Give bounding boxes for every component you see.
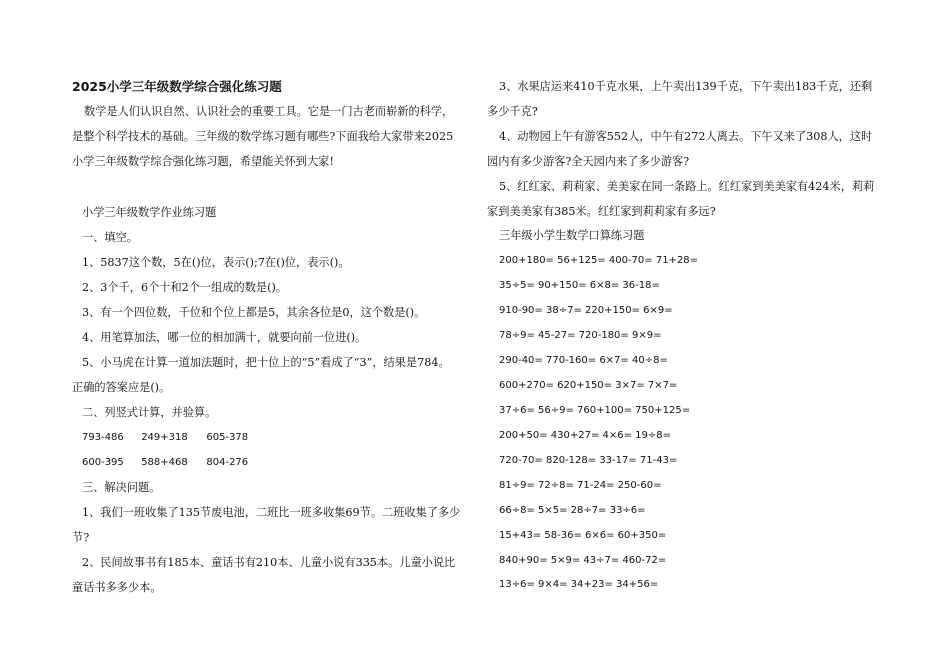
vertical-calc-item: 605-378 [206, 432, 249, 443]
part3-q3-line1: 3、水果店运来410千克水果，上午卖出139千克，下午卖出183千克，还剩 [499, 80, 873, 93]
oral-calc-row: 37÷6= 56÷9= 760+100= 750+125= [499, 405, 691, 416]
oral-calc-row: 15+43= 58-36= 6×6= 60+350= [499, 530, 667, 541]
oral-calc-row: 200+50= 430+27= 4×6= 19÷8= [499, 430, 672, 441]
part1-q5-line1: 5、小马虎在计算一道加法题时，把十位上的“5”看成了“3”，结果是784。 [82, 356, 450, 369]
vertical-calc-row-2 [82, 456, 248, 470]
part3-q1-line2: 节? [72, 531, 90, 544]
oral-calc-row: 910-90= 38÷7= 220+150= 6×9= [499, 305, 673, 316]
section-title: 小学三年级数学作业练习题 [82, 206, 217, 219]
right-column [487, 0, 887, 672]
part3-q5-line1: 5、红红家、莉莉家、美美家在同一条路上。红红家到美美家有424米，莉莉 [499, 180, 875, 193]
oral-calc-row: 200+180= 56+125= 400-70= 71+28= [499, 255, 699, 266]
part1-q1: 1、5837这个数，5在()位，表示();7在()位，表示()。 [82, 256, 350, 269]
oral-calc-row: 78÷9= 45-27= 720-180= 9×9= [499, 330, 662, 341]
part2-heading: 二、列竖式计算，并验算。 [82, 406, 217, 419]
part3-q4-line1: 4、动物园上午有游客552人，中午有272人离去。下午又来了308人，这时 [499, 130, 873, 143]
vertical-calc-item: 249+318 [141, 432, 188, 443]
part3-q2-line2: 童话书多多少本。 [72, 581, 162, 594]
vertical-calc-row-1 [82, 431, 248, 445]
oral-calc-row: 720-70= 820-128= 33-17= 71-43= [499, 455, 678, 466]
part1-q5-line2: 正确的答案应是()。 [72, 381, 171, 394]
part1-heading: 一、填空。 [82, 231, 138, 244]
left-column [72, 0, 472, 672]
part1-q4: 4、用笔算加法，哪一位的相加满十，就要向前一位进()。 [82, 331, 367, 344]
vertical-calc-item: 588+468 [141, 457, 188, 468]
oral-calc-title: 三年级小学生数学口算练习题 [499, 229, 645, 242]
oral-calc-row: 840+90= 5×9= 43÷7= 460-72= [499, 555, 667, 566]
oral-calc-row: 35÷5= 90+150= 6×8= 36-18= [499, 280, 660, 291]
intro-line-2: 是整个科学技术的基础。三年级的数学练习题有哪些?下面我给大家带来2025 [72, 130, 454, 143]
part3-q3-line2: 多少千克? [487, 105, 538, 118]
intro-line-1: 数学是人们认识自然、认识社会的重要工具。它是一门古老而崭新的科学， [84, 105, 454, 118]
part1-q3: 3、有一个四位数，千位和个位上都是5，其余各位是0，这个数是()。 [82, 306, 426, 319]
vertical-calc-item: 793-486 [82, 432, 124, 443]
oral-calc-row: 13÷6= 9×4= 34+23= 34+56= [499, 579, 659, 590]
part1-q2: 2、3个千，6个十和2个一组成的数是()。 [82, 281, 288, 294]
oral-calc-row: 66÷8= 5×5= 28÷7= 33÷6= [499, 505, 646, 516]
part3-q4-line2: 园内有多少游客?全天园内来了多少游客? [487, 155, 690, 168]
oral-calc-row: 290-40= 770-160= 6×7= 40÷8= [499, 355, 668, 366]
intro-line-3: 小学三年级数学综合强化练习题，希望能关怀到大家! [72, 155, 334, 168]
oral-calc-row: 600+270= 620+150= 3×7= 7×7= [499, 380, 678, 391]
vertical-calc-item: 804-276 [206, 457, 249, 468]
part3-heading: 三、解决问题。 [82, 481, 161, 494]
document-title: 2025小学三年级数学综合强化练习题 [72, 79, 282, 94]
part3-q2-line1: 2、民间故事书有185本、童话书有210本、儿童小说有335本。儿童小说比 [82, 556, 456, 569]
oral-calc-row: 81÷9= 72÷8= 71-24= 250-60= [499, 480, 662, 491]
part3-q5-line2: 家到美美家有385米。红红家到莉莉家有多远? [487, 205, 716, 218]
part3-q1-line1: 1、我们一班收集了135节废电池，二班比一班多收集69节。二班收集了多少 [82, 506, 461, 519]
vertical-calc-item: 600-395 [82, 457, 124, 468]
